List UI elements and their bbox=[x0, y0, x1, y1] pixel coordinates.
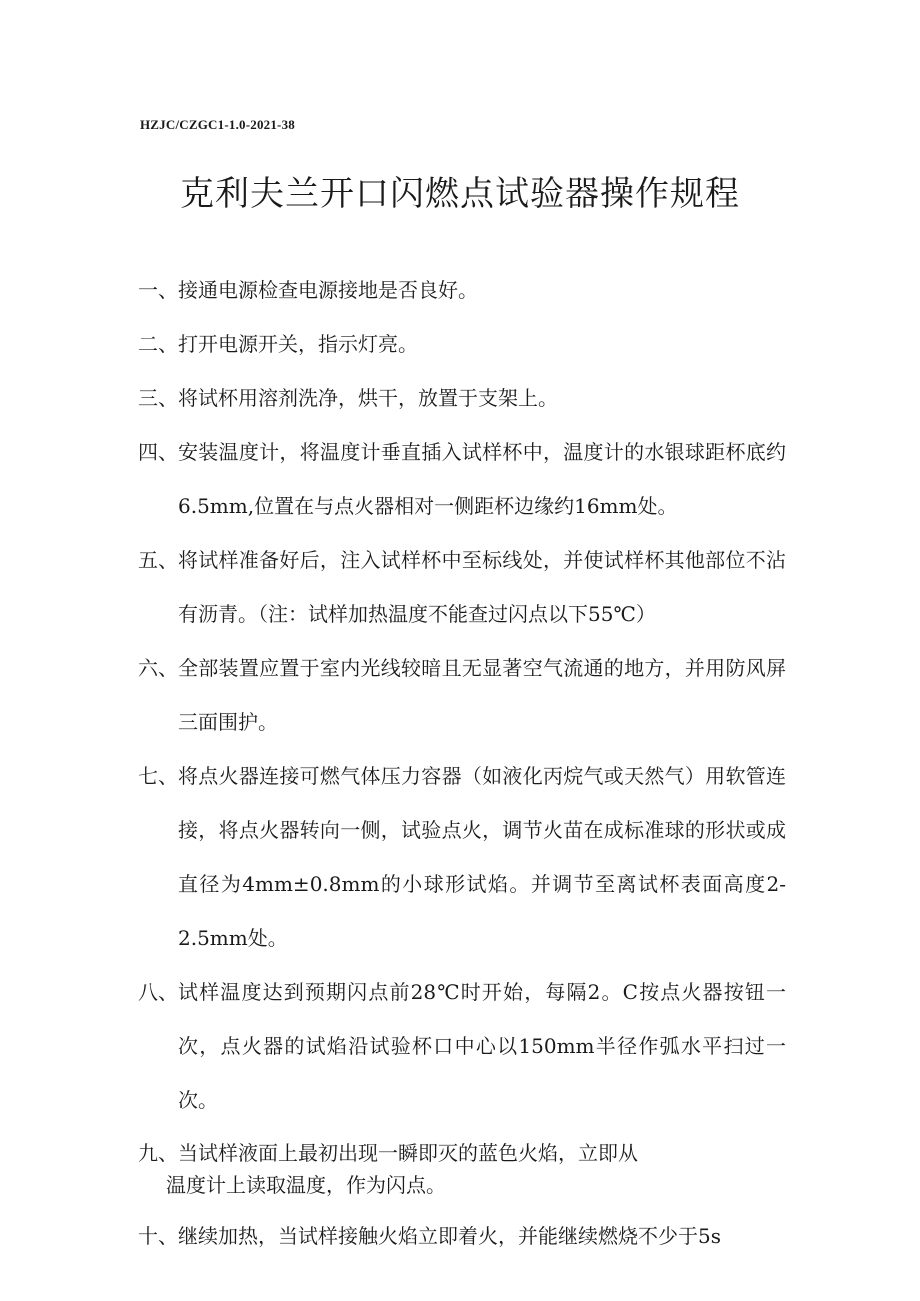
step-number: 五、 bbox=[138, 548, 178, 572]
step-number: 二、 bbox=[138, 332, 178, 356]
step-6 bbox=[138, 641, 786, 749]
step-text: 继续加热，当试样接触火焰立即着火，并能继续燃烧不少于5s bbox=[178, 1224, 721, 1248]
step-number: 十、 bbox=[138, 1224, 178, 1248]
step-text: 试样温度达到预期闪点前28℃时开始，每隔2。C按点火器按钮一次，点火器的试焰沿试验杯口中心以150mm半径作弧水平扫过一次。 bbox=[178, 980, 786, 1112]
step-1 bbox=[138, 263, 786, 317]
procedure-steps bbox=[138, 263, 786, 1263]
step-text: 接通电源检查电源接地是否良好。 bbox=[178, 278, 478, 302]
step-text: 安装温度计，将温度计垂直插入试样杯中，温度计的水银球距杯底约6.5mm,位置在与点火器相对一侧距杯边缘约16mm处。 bbox=[178, 440, 786, 518]
step-text: 打开电源开关，指示灯亮。 bbox=[178, 332, 418, 356]
step-4 bbox=[138, 425, 786, 533]
step-number: 一、 bbox=[138, 278, 178, 302]
step-9 bbox=[138, 1137, 786, 1201]
step-text: 将试杯用溶剂洗净，烘干，放置于支架上。 bbox=[178, 386, 558, 410]
step-5 bbox=[138, 533, 786, 641]
step-text: 将试样准备好后，注入试样杯中至标线处，并使试样杯其他部位不沾有沥青。（注：试样加热温度不能查过闪点以下55℃） bbox=[178, 548, 786, 626]
step-number: 三、 bbox=[138, 386, 178, 410]
step-7 bbox=[138, 749, 786, 965]
document-code: HZJC/CZGC1-1.0-2021-38 bbox=[140, 117, 295, 132]
step-8 bbox=[138, 965, 786, 1127]
step-text-line-2: 温度计上读取温度，作为闪点。 bbox=[166, 1173, 446, 1197]
step-number: 四、 bbox=[138, 440, 178, 464]
step-text bbox=[166, 1137, 786, 1201]
step-3 bbox=[138, 371, 786, 425]
step-10 bbox=[138, 1209, 786, 1263]
step-text: 将点火器连接可燃气体压力容器（如液化丙烷气或天然气）用软管连接，将点火器转向一侧，试验点火，调节火苗在成标准球的形状或成直径为4mm±0.8mm的小球形试焰。并调节至离试杯表面高度2-2.5mm处。 bbox=[178, 764, 786, 950]
document-title: 克利夫兰开口闪燃点试验器操作规程 bbox=[180, 174, 740, 214]
step-number: 八、 bbox=[138, 980, 178, 1004]
step-number: 九、 bbox=[138, 1141, 178, 1165]
step-number: 六、 bbox=[138, 656, 178, 680]
step-number: 七、 bbox=[138, 764, 178, 788]
step-2 bbox=[138, 317, 786, 371]
step-text-line-1: 当试样液面上最初出现一瞬即灭的蓝色火焰，立即从 bbox=[178, 1141, 638, 1165]
step-text: 全部装置应置于室内光线较暗且无显著空气流通的地方，并用防风屏三面围护。 bbox=[178, 656, 786, 734]
